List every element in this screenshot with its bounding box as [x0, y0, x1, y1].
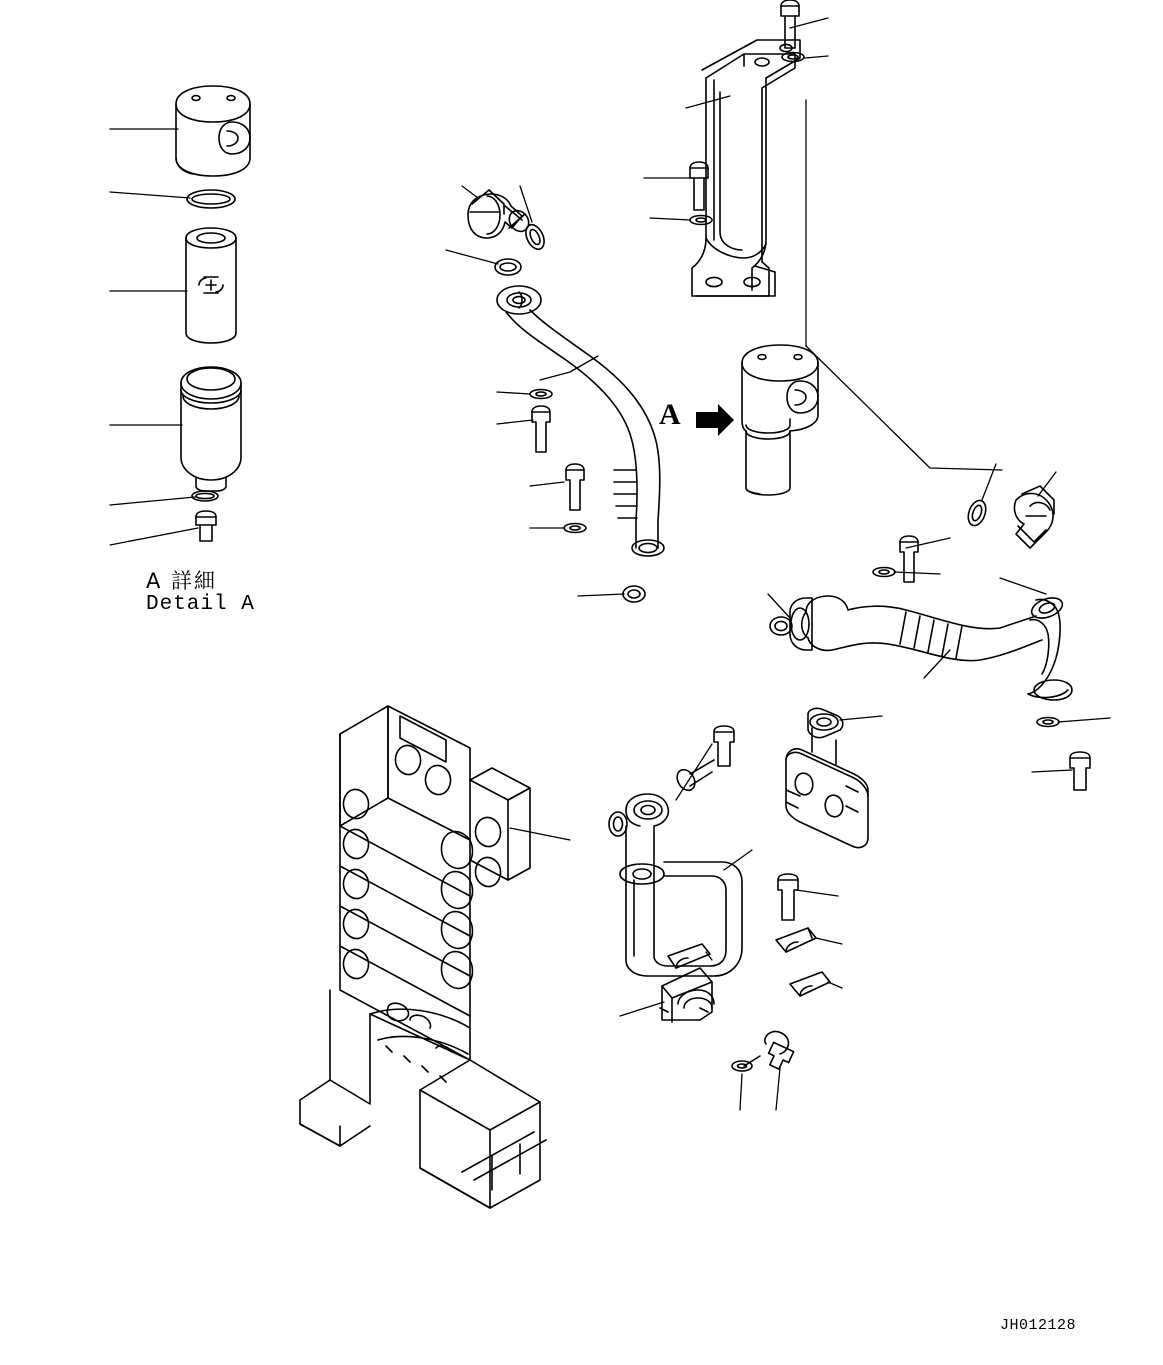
washer-flange-upper — [530, 390, 552, 399]
washer-clamp — [732, 1061, 752, 1071]
washer-right-lower — [1037, 718, 1059, 727]
leader-washer-right-flange — [894, 572, 940, 574]
leader-tube-right-top — [1000, 578, 1046, 594]
leader-washer-top — [805, 56, 828, 58]
clamp-upper — [776, 928, 816, 952]
filter-element — [186, 228, 236, 343]
o-ring-lower-tube — [609, 812, 627, 836]
bolt-clamp-upper — [778, 874, 798, 920]
bolt-right-flange — [900, 536, 918, 582]
tube-right — [790, 594, 1072, 700]
leader-bolt-clamp-bottom — [776, 1068, 780, 1110]
leader-bolt-clamp-upper — [796, 890, 838, 896]
o-ring-tube-flange-lower — [623, 586, 645, 602]
main-leaders — [446, 18, 1110, 1110]
detail-label-en: Detail A — [146, 593, 255, 616]
leader-bolt-flange-lower — [530, 482, 564, 486]
flange-right — [770, 617, 792, 635]
leader-control-valve — [510, 828, 570, 840]
leader-clamp-bracket — [620, 1002, 664, 1016]
leader-5 — [110, 497, 195, 505]
drain-plug — [196, 511, 216, 541]
leader-6 — [110, 528, 198, 545]
tube-lower — [620, 794, 742, 976]
leader-tube-lower — [724, 850, 752, 870]
leader-bolt-right-lower — [1032, 770, 1072, 772]
washer-flange-lower — [564, 524, 586, 533]
clamp-plate — [668, 944, 710, 968]
elbow-fitting-right — [1014, 486, 1054, 548]
detail-a-leaders — [110, 129, 198, 545]
bracket-washer-mid — [690, 216, 712, 225]
washer-right-flange — [873, 568, 895, 577]
leader-bolt-lower-flange — [676, 744, 712, 800]
leader-clamp-lower — [828, 982, 842, 988]
leader-o-ring-tube-flange-lower — [578, 594, 624, 596]
leader-pump — [840, 716, 882, 720]
o-ring-elbow-left — [522, 222, 547, 252]
leader-tube-upper — [540, 356, 598, 380]
pump-assembly — [786, 708, 868, 847]
drawing-number: JH012128 — [1000, 1317, 1077, 1334]
leader-washer-mid — [650, 218, 690, 220]
leader-o-ring-tube-upper — [446, 250, 498, 264]
leader-tube-right — [924, 650, 950, 678]
leader-bolt-flange-upper — [497, 420, 533, 424]
leader-washer-clamp — [740, 1074, 742, 1110]
leader-2 — [110, 192, 190, 198]
bolt-flange-upper — [532, 406, 550, 452]
leader-washer-right-lower — [1058, 718, 1110, 722]
detail-a-group — [110, 86, 250, 545]
callout-arrow — [696, 404, 734, 436]
leader-clamp-upper — [816, 938, 842, 944]
leader-washer-flange-upper — [497, 392, 530, 394]
leader-bracket — [686, 96, 730, 108]
bolt-lower-flange — [674, 726, 734, 794]
o-ring-upper — [187, 190, 235, 208]
bolt-right-lower — [1070, 752, 1090, 790]
filter-head-cover — [176, 86, 250, 176]
clamp-lower — [790, 972, 830, 996]
o-ring-elbow-right — [965, 498, 989, 528]
leader-bolt-right-flange — [906, 538, 950, 548]
o-ring-lower — [192, 491, 218, 501]
filter-assembly — [742, 345, 818, 495]
callout-a-label: A — [659, 398, 681, 431]
control-valve — [300, 706, 546, 1208]
detail-label-jp: A 詳細 — [146, 569, 218, 593]
leader-flange-right — [768, 594, 790, 618]
leader-elbow-left — [462, 186, 478, 198]
o-ring-tube-upper — [495, 259, 521, 275]
filter-case — [181, 367, 241, 491]
leader-filter-assembly — [806, 346, 1002, 470]
bolt-flange-lower — [566, 464, 584, 510]
